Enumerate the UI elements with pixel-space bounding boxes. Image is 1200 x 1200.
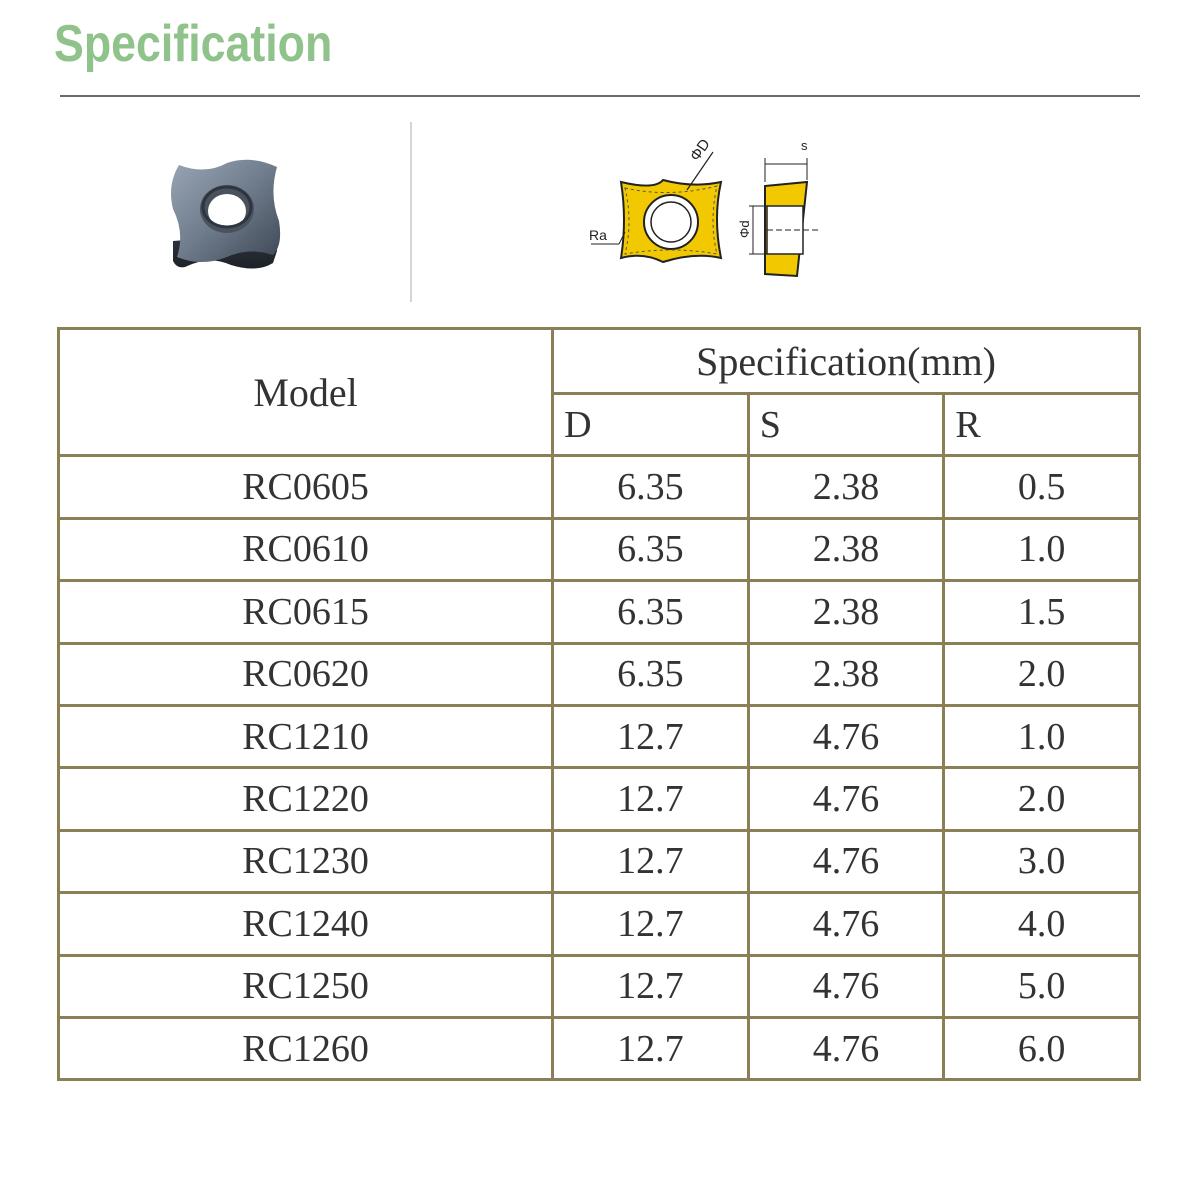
cell-d: 12.7 xyxy=(553,830,749,892)
diagram-label-outer-diameter: ΦD xyxy=(686,135,714,165)
cell-r: 2.0 xyxy=(944,643,1140,705)
table-row xyxy=(59,705,1140,767)
diagram-label-radius: Ra xyxy=(589,227,607,243)
cell-s: 4.76 xyxy=(748,705,944,767)
cell-model: RC1250 xyxy=(59,955,553,1017)
cell-d: 12.7 xyxy=(553,893,749,955)
cell-model: RC0615 xyxy=(59,581,553,643)
cell-s: 4.76 xyxy=(748,1017,944,1079)
diagram-label-thickness: s xyxy=(801,138,808,153)
diagram-label-inner-diameter: Φd xyxy=(737,220,752,238)
cell-s: 4.76 xyxy=(748,830,944,892)
header-s: S xyxy=(748,394,944,456)
cell-s: 4.76 xyxy=(748,893,944,955)
title-divider xyxy=(60,95,1140,97)
table-row xyxy=(59,893,1140,955)
cell-d: 12.7 xyxy=(553,1017,749,1079)
cell-d: 12.7 xyxy=(553,705,749,767)
table-row xyxy=(59,955,1140,1017)
cell-model: RC0605 xyxy=(59,456,553,518)
cell-model: RC1210 xyxy=(59,705,553,767)
cell-s: 2.38 xyxy=(748,581,944,643)
insert-dimension-diagram xyxy=(585,128,825,298)
cell-r: 0.5 xyxy=(944,456,1140,518)
header-r: R xyxy=(944,394,1140,456)
cell-s: 2.38 xyxy=(748,456,944,518)
table-row xyxy=(59,1017,1140,1079)
image-divider xyxy=(410,122,412,302)
cell-d: 12.7 xyxy=(553,955,749,1017)
cell-s: 4.76 xyxy=(748,768,944,830)
table-row xyxy=(59,643,1140,705)
cell-r: 4.0 xyxy=(944,893,1140,955)
table-row xyxy=(59,768,1140,830)
header-d: D xyxy=(553,394,749,456)
cell-model: RC1240 xyxy=(59,893,553,955)
cell-r: 1.5 xyxy=(944,581,1140,643)
table-header-row xyxy=(59,329,1140,394)
cell-model: RC0620 xyxy=(59,643,553,705)
table-row xyxy=(59,830,1140,892)
cell-r: 3.0 xyxy=(944,830,1140,892)
table-row xyxy=(59,581,1140,643)
cell-d: 6.35 xyxy=(553,643,749,705)
cell-s: 2.38 xyxy=(748,518,944,580)
cell-model: RC0610 xyxy=(59,518,553,580)
cell-r: 5.0 xyxy=(944,955,1140,1017)
cell-s: 4.76 xyxy=(748,955,944,1017)
cell-model: RC1220 xyxy=(59,768,553,830)
table-row xyxy=(59,518,1140,580)
page-title: Specification xyxy=(54,15,333,73)
product-photo xyxy=(165,155,290,280)
cell-d: 12.7 xyxy=(553,768,749,830)
cell-r: 6.0 xyxy=(944,1017,1140,1079)
cell-d: 6.35 xyxy=(553,456,749,518)
cell-r: 1.0 xyxy=(944,518,1140,580)
cell-model: RC1260 xyxy=(59,1017,553,1079)
header-specification: Specification(mm) xyxy=(553,329,1140,394)
header-model: Model xyxy=(59,329,553,456)
specification-table xyxy=(57,327,1141,1081)
cell-model: RC1230 xyxy=(59,830,553,892)
cell-r: 1.0 xyxy=(944,705,1140,767)
cell-s: 2.38 xyxy=(748,643,944,705)
cell-r: 2.0 xyxy=(944,768,1140,830)
cell-d: 6.35 xyxy=(553,518,749,580)
table-row xyxy=(59,456,1140,518)
cell-d: 6.35 xyxy=(553,581,749,643)
